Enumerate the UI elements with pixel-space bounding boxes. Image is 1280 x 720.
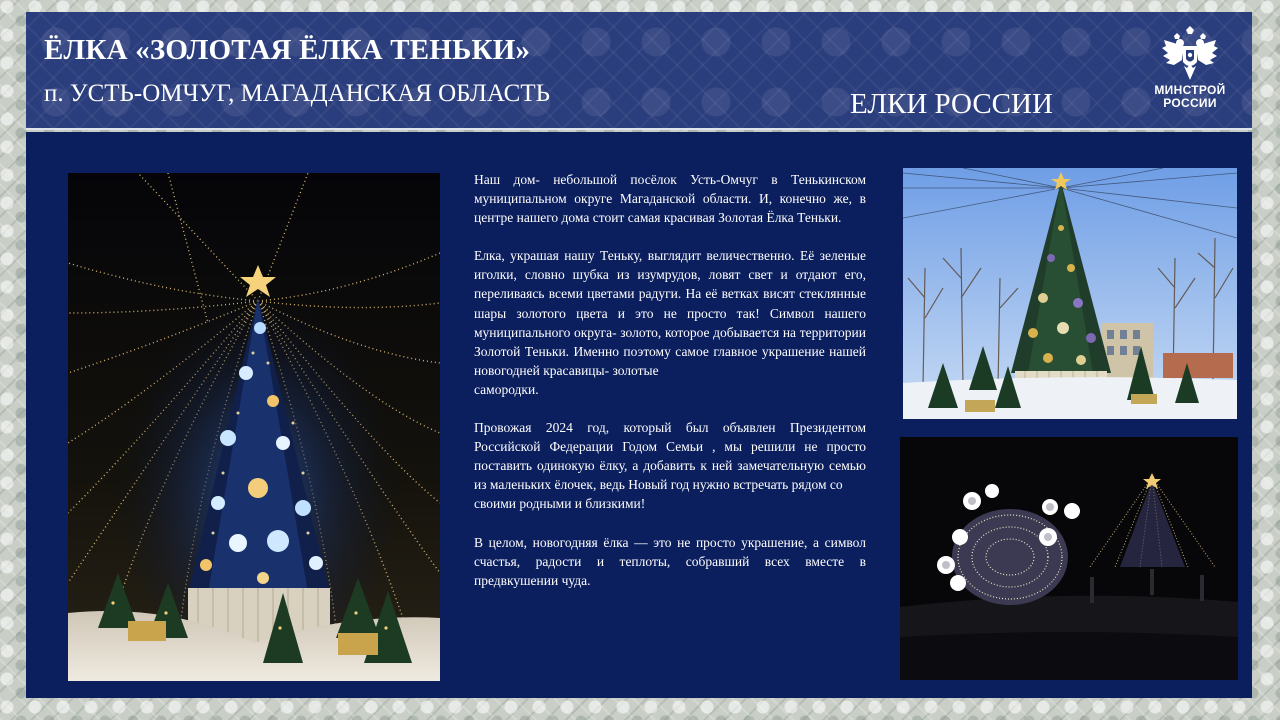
paragraph-family-text: Провожая 2024 год, который был объявлен Президентом Российской Федерации Годом Семьи , мы решили не просто поставить одинокую ёлку, а добавить к ней замечательную семью из маленьких ёлочек, ведь Новый год нужно встречать рядом со [474,420,866,493]
paragraph-family-tail: своими родными и близкими! [474,496,646,512]
series-label: ЕЛКИ РОССИИ [850,88,1053,120]
paragraph-decoration-tail: самородки. [474,381,539,397]
logo-text-line1: МИНСТРОЙ [1154,83,1226,97]
paragraph-decoration-text: Елка, украшая нашу Теньку, выглядит величественно. Её зеленые иголки, словно шубка из изумрудов, ловят свет и отдают его, переливаясь всеми цветами радуги. На её ветках висят стеклянные шары золотого цвета и это не просто так! Символ нашего муниципального округа- золото, которое добывается на территории Золотой Теньки. Именно поэтому самое главное украшение нашей новогодней красавицы- золотые [474,248,866,378]
photo-golden-tree-night [68,173,440,681]
paragraph-family [474,418,866,513]
double-headed-eagle-emblem-icon [1160,26,1220,84]
ministry-logo [1138,26,1242,122]
paragraph-intro: Наш дом- небольшой посёлок Усть-Омчуг в Тенькинском муниципальном округе Магаданской области. И, конечно же, в центре нашего дома стоит самая красивая Золотая Ёлка Теньки. [474,172,866,226]
paragraph-conclusion: В целом, новогодняя ёлка — это не просто украшение, а символ счастья, радости и теплоты, собравший всех вместе в предвкушении чуда. [474,534,866,588]
page-title: ЁЛКА «ЗОЛОТАЯ ЁЛКА ТЕНЬКИ» [44,34,531,66]
header-banner [26,12,1252,130]
content-panel [26,132,1252,698]
paragraph-decoration [474,246,866,399]
photo-light-figures-night [900,437,1238,680]
photo-tree-daytime [903,168,1237,419]
page-subtitle: п. УСТЬ-ОМЧУГ, МАГАДАНСКАЯ ОБЛАСТЬ [44,80,550,107]
description-text [474,170,866,609]
logo-text-line2: РОССИИ [1163,96,1217,110]
